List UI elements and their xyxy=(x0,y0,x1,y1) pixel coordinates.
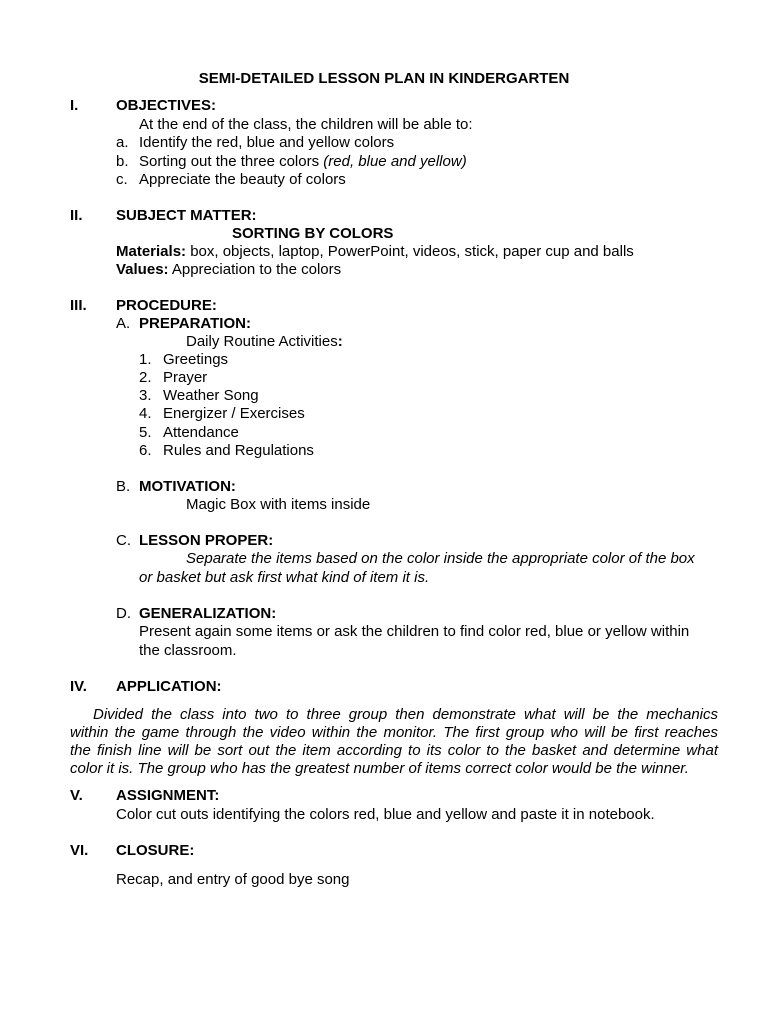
routine-item: Weather Song xyxy=(163,387,259,404)
generalization-text: the classroom. xyxy=(139,642,237,659)
motivation-text: Magic Box with items inside xyxy=(186,496,371,513)
closure-text: Recap, and entry of good bye song xyxy=(116,871,350,888)
objective-item: Identify the red, blue and yellow colors xyxy=(139,134,395,151)
lesson-proper-text: or basket but ask first what kind of item it is. xyxy=(139,569,430,586)
list-marker: B. xyxy=(116,478,131,495)
subject-matter-heading: SUBJECT MATTER: xyxy=(116,207,257,224)
list-marker: 1. xyxy=(139,351,152,368)
list-marker: 4. xyxy=(139,405,152,422)
list-marker: 2. xyxy=(139,369,152,386)
list-marker: 6. xyxy=(139,442,152,459)
section-numeral: III. xyxy=(70,297,87,314)
materials-label: Materials: xyxy=(116,243,187,260)
preparation-subheading xyxy=(186,333,343,351)
section-numeral: VI. xyxy=(70,842,89,859)
objectives-intro: At the end of the class, the children will be able to: xyxy=(139,116,473,133)
document-title: SEMI-DETAILED LESSON PLAN IN KINDERGARTEN xyxy=(198,70,570,87)
objective-item-text: Sorting out the three colors xyxy=(139,153,324,170)
section-numeral: II. xyxy=(70,207,83,224)
materials-text: box, objects, laptop, PowerPoint, videos, stick, paper cup and balls xyxy=(186,243,634,260)
objective-item xyxy=(139,153,467,171)
section-numeral: V. xyxy=(70,787,83,804)
closure-heading: CLOSURE: xyxy=(116,842,195,859)
list-marker: A. xyxy=(116,315,131,332)
application-paragraph xyxy=(70,706,718,778)
values-text: Appreciation to the colors xyxy=(168,261,342,278)
objective-item: Appreciate the beauty of colors xyxy=(139,171,346,188)
preparation-heading: PREPARATION: xyxy=(139,315,251,332)
routine-item: Attendance xyxy=(163,424,239,441)
application-line: Divided the class into two to three group then demonstrate what will be the mechanics xyxy=(93,706,718,723)
motivation-heading: MOTIVATION: xyxy=(139,478,236,495)
list-marker: 5. xyxy=(139,424,152,441)
list-marker: D. xyxy=(116,605,131,622)
values-label: Values: xyxy=(116,261,169,278)
preparation-sub-colon: : xyxy=(337,333,343,350)
list-marker: C. xyxy=(116,532,131,549)
lesson-proper-text: Separate the items based on the color inside the appropriate color of the box xyxy=(186,550,695,567)
preparation-sub-text: Daily Routine Activities xyxy=(186,333,338,350)
list-marker: b. xyxy=(116,153,129,170)
objectives-heading: OBJECTIVES: xyxy=(116,97,217,114)
section-numeral: I. xyxy=(70,97,79,114)
routine-item: Rules and Regulations xyxy=(163,442,314,459)
objective-item-italic: (red, blue and yellow) xyxy=(323,153,467,170)
generalization-heading: GENERALIZATION: xyxy=(139,605,277,622)
list-marker: a. xyxy=(116,134,129,151)
list-marker: c. xyxy=(116,171,128,188)
application-line: within the game through the video within the monitor. The first group who will be first reaches xyxy=(70,724,718,741)
application-line: color it is. The group who has the greatest number of items correct color would be the winner. xyxy=(70,760,689,777)
values-line xyxy=(116,261,341,279)
routine-item: Greetings xyxy=(163,351,229,368)
routine-item: Prayer xyxy=(163,369,208,386)
procedure-heading: PROCEDURE: xyxy=(116,297,217,314)
assignment-heading: ASSIGNMENT: xyxy=(116,787,220,804)
generalization-text: Present again some items or ask the children to find color red, blue or yellow within xyxy=(139,623,690,640)
assignment-text: Color cut outs identifying the colors red, blue and yellow and paste it in notebook. xyxy=(116,806,655,823)
lesson-proper-heading: LESSON PROPER: xyxy=(139,532,274,549)
subject-topic: SORTING BY COLORS xyxy=(232,225,394,242)
routine-item: Energizer / Exercises xyxy=(163,405,305,422)
list-marker: 3. xyxy=(139,387,152,404)
application-line: the finish line will be sort out the item according to its color to the basket and determine what xyxy=(70,742,718,759)
section-numeral: IV. xyxy=(70,678,87,695)
materials-line xyxy=(116,243,634,261)
application-heading: APPLICATION: xyxy=(116,678,222,695)
